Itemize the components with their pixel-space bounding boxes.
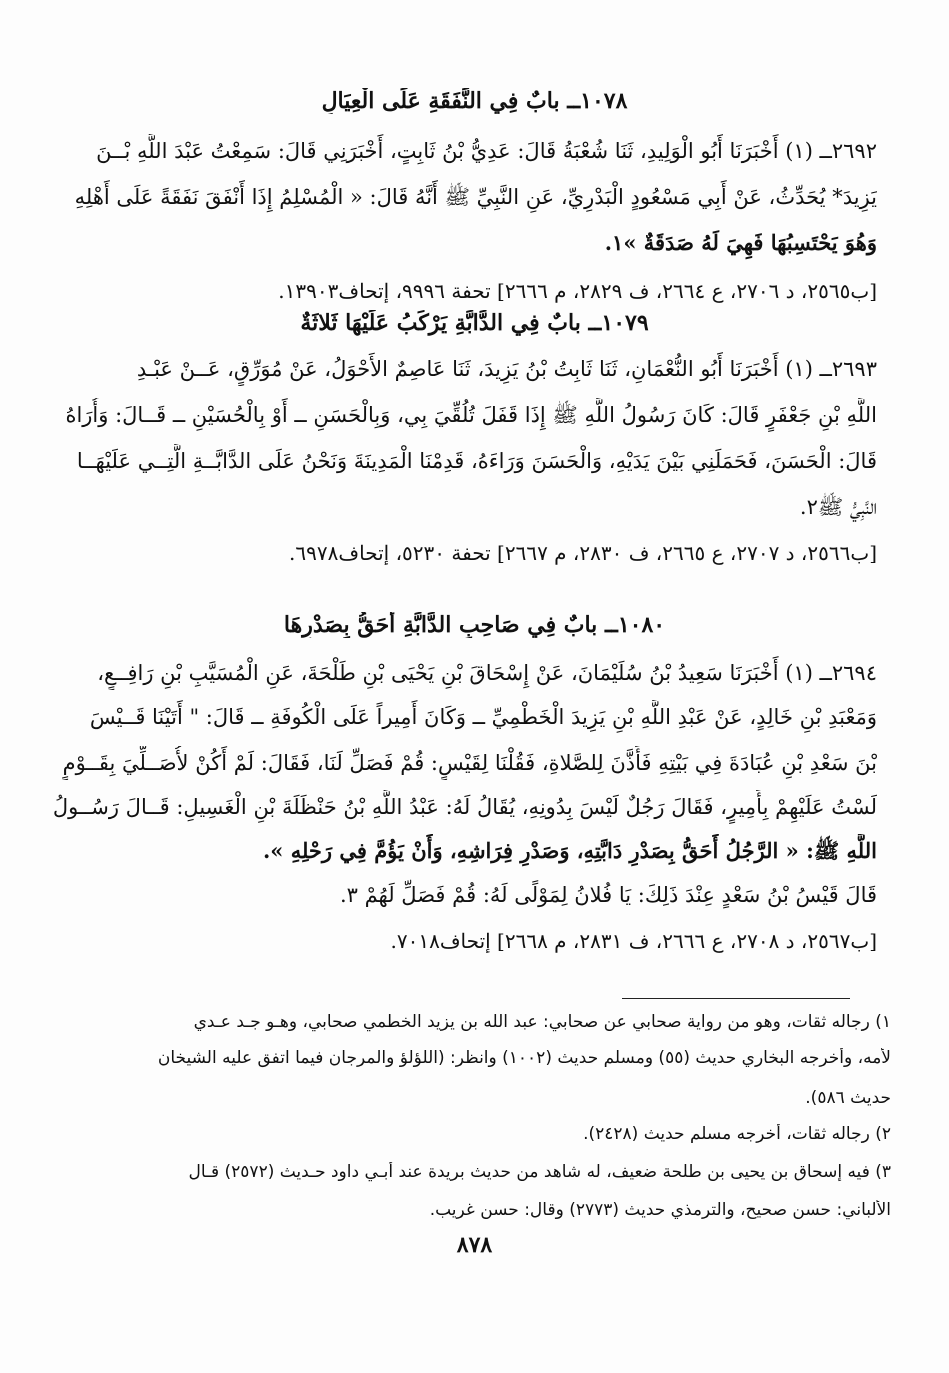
references-2693: [ب٢٥٦٦، د ٢٧٠٧، ع ٢٦٦٥، ف ٢٨٣٠، م ٢٦٦٧] تحفة ٥٢٣٠، إتحاف٦٩٧٨.	[289, 541, 877, 565]
references-2694: [ب٢٥٦٧، د ٢٧٠٨، ع ٢٦٦٦، ف ٢٨٣١، م ٢٦٦٨] إتحاف٧٠١٨.	[390, 929, 877, 953]
footnote-2: ٢) رجاله ثقات، أخرجه مسلم حديث (٢٤٢٨).	[583, 1124, 891, 1144]
hadith-2693-line-3: قَالَ: الْحَسَنَ، فَحَمَلَنِي بَيْنَ يَدَيْهِ، وَالْحَسَنَ وَرَاءَهُ، قَدِمْنَا الْمَدِينَةَ وَنَحْنُ عَلَى الدَّابَّــةِ الَّتِــي عَلَيْهَــا	[76, 449, 877, 473]
hadith-2693-line-4: النَّبِيُّ ﷺ٢.	[799, 495, 877, 519]
references-2692: [ب٢٥٦٥، د ٢٧٠٦، ع ٢٦٦٤، ف ٢٨٢٩، م ٢٦٦٦] تحفة ٩٩٩٦، إتحاف١٣٩٠٣.	[278, 279, 877, 303]
footnote-3-line-2: الألباني: حسن صحيح، والترمذي حديث (٢٧٧٣) وقال: حسن غريب.	[429, 1200, 891, 1220]
page-number: ٨٧٨	[456, 1232, 493, 1258]
hadith-2693-line-2: اللَّهِ بْنِ جَعْفَرٍ قَالَ: كَانَ رَسُولُ اللَّهِ ﷺ إِذَا قَفَلَ تُلُقِّيَ بِي، وَبِالْحَسَنِ ــ أَوْ بِالْحُسَيْنِ ــ قَــالَ: وَأُرَاهُ	[65, 403, 877, 427]
hadith-2694-line-4: لَسْتُ عَلَيْهِمْ بِأَمِيرٍ، فَقَالَ رَجُلٌ لَيْسَ بِدُونِهِ، يُقَالُ لَهُ: عَبْدُ اللَّهِ بْنُ حَنْظَلَةَ بْنِ الْغَسِيلِ: قَــالَ رَسُــولُ	[52, 795, 877, 819]
chapter-heading-1080: ١٠٨٠ــ بابٌ فِي صَاحِبِ الدَّابَّةِ أَحَقُّ بِصَدْرِهَا	[283, 612, 666, 638]
hadith-2694-line-6: قَالَ قَيْسُ بْنُ سَعْدٍ عِنْدَ ذَلِكَ: يَا فُلانُ لِمَوْلًى لَهُ: قُمْ فَصَلِّ لَهُمْ ٣.	[339, 883, 877, 907]
chapter-heading-1078: ١٠٧٨ــ بابٌ فِي النَّفَقَةِ عَلَى الْعِيَالِ	[321, 88, 628, 114]
hadith-2694-line-1: ٢٦٩٤ــ (١) أَخْبَرَنَا سَعِيدُ بْنُ سُلَيْمَانَ، عَنْ إِسْحَاقَ بْنِ يَحْيَى بْنِ طَلْحَةَ، عَنِ الْمُسَيَّبِ بْنِ رَافِــعٍ،	[97, 661, 877, 685]
footnote-1-line-2: لأمه، وأخرجه البخاري حديث (٥٥) ومسلم حديث (١٠٠٢) وانظر: (اللؤلؤ والمرجان فيما اتفق عليه الشيخان	[157, 1048, 891, 1068]
hadith-2693-line-1: ٢٦٩٣ــ (١) أَخْبَرَنَا أَبُو النُّعْمَانِ، ثَنَا ثَابِتُ بْنُ يَزِيدَ، ثَنَا عَاصِمٌ الأَحْوَلُ، عَنْ مُوَرِّقٍ، عَــنْ عَبْـدِ	[136, 357, 877, 381]
hadith-2694-line-2: وَمَعْبَدِ بْنِ خَالِدٍ، عَنْ عَبْدِ اللَّهِ بْنِ يَزِيدَ الْخَطْمِيِّ ــ وَكَانَ أَمِيراً عَلَى الْكُوفَةِ ــ قَالَ: " أَتَيْنَا قَــيْسَ	[89, 705, 877, 729]
footnote-separator	[622, 998, 850, 999]
hadith-2692-line-2: يَزِيدَ* يُحَدِّثُ، عَنْ أَبِي مَسْعُودٍ الْبَدْرِيِّ، عَنِ النَّبِيِّ ﷺ أَنَّهُ قَالَ: « الْمُسْلِمُ إِذَا أَنْفَقَ نَفَقَةً عَلَى أَهْلِهِ	[74, 185, 877, 209]
hadith-2692-line-1: ٢٦٩٢ــ (١) أَخْبَرَنَا أَبُو الْوَلِيدِ، ثَنَا شُعْبَةُ قَالَ: عَدِيُّ بْنُ ثَابِتٍ، أَخْبَرَنِي قَالَ: سَمِعْتُ عَبْدَ اللَّهِ بْــنَ	[96, 139, 877, 163]
hadith-2694-line-5: اللَّهِ ﷺ: « الرَّجُلُ أَحَقُّ بِصَدْرِ دَابَّتِهِ، وَصَدْرِ فِرَاشِهِ، وَأَنْ يَؤُمَّ فِي رَحْلِهِ ».	[262, 838, 877, 863]
hadith-2692-line-3: وَهُوَ يَحْتَسِبُهَا فَهِيَ لَهُ صَدَقَةٌ »١.	[604, 230, 877, 255]
chapter-heading-1079: ١٠٧٩ــ بابٌ فِي الدَّابَّةِ يَرْكَبُ عَلَيْهَا ثَلاثَةٌ	[300, 310, 649, 336]
hadith-2694-line-3: بْنَ سَعْدِ بْنِ عُبَادَةَ فِي بَيْتِهِ فَأَذَّنَ لِلصَّلاةِ، فَقُلْنَا لِقَيْسٍ: قُمْ فَصَلِّ لَنَا، فَقَالَ: لَمْ أَكُنْ لأُصَــلِّيَ بِقَــوْمٍ	[62, 751, 877, 775]
footnote-3-line-1: ٣) فيه إسحاق بن يحيى بن طلحة ضعيف، له شاهد من حديث بريدة عند أبـي داود حـديث (٢٥٧٢) قـال	[188, 1162, 891, 1182]
footnote-1-line-3: حديث ٥٨٦).	[805, 1088, 891, 1108]
footnote-1-line-1: ١) رجاله ثقات، وهو من رواية صحابي عن صحابي: عبد الله بن يزيد الخطمي صحابي، وهـو جـد عـدي	[193, 1012, 891, 1032]
